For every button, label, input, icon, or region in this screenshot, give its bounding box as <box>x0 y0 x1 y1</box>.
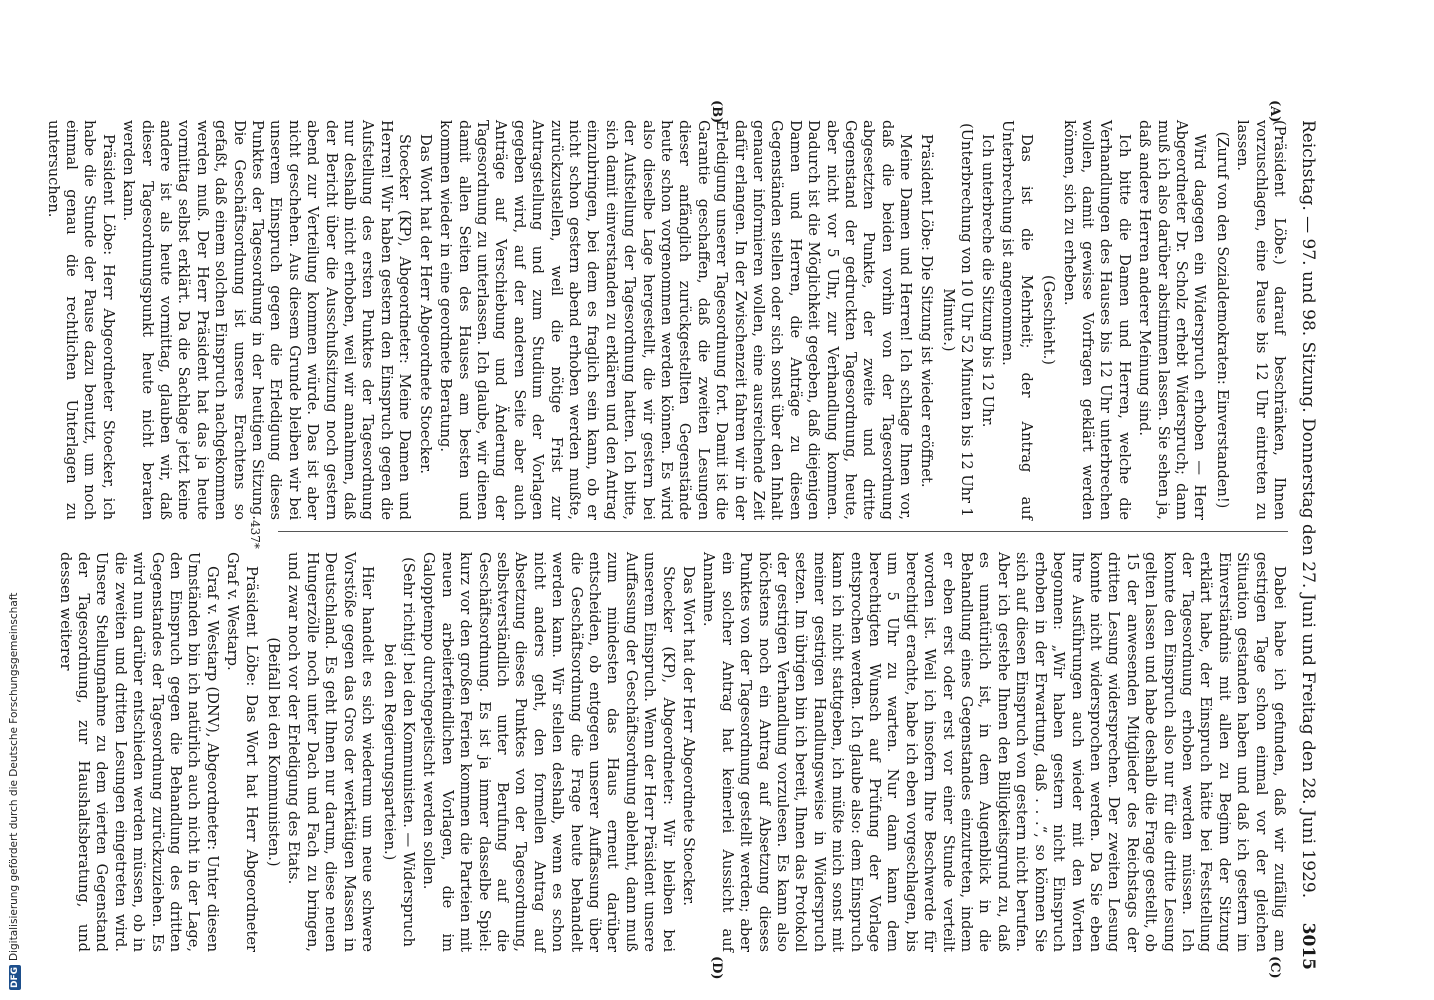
rotated-page <box>44 100 1322 980</box>
interjection: (Unterbrechung von 10 Uhr 52 Minuten bis 12 Uhr 1 Minute.) <box>940 123 976 517</box>
left-column <box>44 120 1288 520</box>
speaker-paragraph: Präsident Löbe: Das Wort hat Herr Abgeordneter Graf v. Westarp. <box>224 552 260 952</box>
interjection: (Geschieht.) <box>1040 275 1058 365</box>
paragraph: Ich bitte die Damen und Herren, welche die Verhandlungen des Hauses bis 12 Uhr unterbrechen wollen, damit gewisse Vorfragen geklärt werden können, sich zu erheben. <box>1060 120 1133 520</box>
header-title: Reichstag. — 97. und 98. Sitzung. Donnerstag den 27. Juni und Freitag den 28. Juni 1929. <box>1298 120 1318 899</box>
paragraph: Meine Damen und Herren! Ich schlage Ihnen vor, daß die beiden vorhin von der Tagesordnung abgesetzten Punkte, der zweite und dritte Gegenstand der gedruckten Tagesordnung, heute, aber nicht vor 5 Uhr, zur Verhandlung kommen. Dadurch ist die Möglichkeit gegeben, daß diejenigen Damen und Herren, die Anträge zu diesen Gegenständen stellen oder sich sonst über den Inhalt genauer informieren wollen, eine ausreichende Zeit dafür erlangen. In der Zwischenzeit fahren wir in der Erledigung unserer Tagesordnung fort. Damit ist die Garantie geschaffen, daß die zweiten Lesungen dieser anfänglich zurückgestellten Gegenstände heute schon vorgenommen werden können. Es wird also dieselbe Lage hergestellt, die wir gestern bei der Aufstellung der Tagesordnung hatten. Ich bitte, sich damit einverstanden zu erklären und den Antrag einzubringen, bei dem es fraglich sein kann, ob er nicht schon gestern abend erhoben werden mußte, zurückzustellen, weil die nötige Frist zur Antragstellung und zum Studium der Vorlagen gegeben wird, auf der anderen Seite aber auch Anträge auf Verschiebung und Änderung der Tagesordnung zu unterlassen. Ich glaube, wir dienen damit allen Seiten des Hauses am besten und kommen wieder in eine geordnete Beratung. <box>437 120 915 520</box>
margin-marker-a: (A) <box>1267 100 1282 123</box>
credit-text: Digitalisierung gefördert durch die Deutsche Forschungsgemeinschaft <box>8 592 20 961</box>
right-column <box>56 552 1288 952</box>
page-header <box>1294 120 1322 970</box>
paragraph: Ich unterbreche die Sitzung bis 12 Uhr. <box>978 134 996 428</box>
header-page-number: 3015 <box>1298 922 1318 970</box>
margin-marker-c: (C) <box>1267 956 1282 979</box>
column-divider <box>278 531 1288 532</box>
dfg-logo: DFG <box>10 966 20 988</box>
interjection: (Sehr richtig! bei den Kommunisten. — Widerspruch bei den Regierungsparteien.) <box>381 557 417 947</box>
margin-marker-b: (B) <box>709 100 724 124</box>
speaker-paragraph: Graf v. Westarp (DNV), Abgeordneter: Unter diesen Umständen bin ich natürlich auch nicht in der Lage, den Einspruch gegen die Behandlung des dritten Gegenstandes der Tagesordnung zurückzuziehen. Es wird nun darüber entschieden werden müssen, ob in die zweiten und dritten Lesungen eingetreten wird. Unsere Stellungnahme zu dem vierten Gegenstand der Tagesordnung, zur Haushaltsberatung, und dessen weiterer <box>56 552 221 952</box>
interjection: (Beifall bei den Kommunisten.) <box>265 637 283 867</box>
speaker-paragraph: Präsident Löbe: Die Sitzung ist wieder eröffnet. <box>917 134 935 488</box>
speaker-paragraph: Stoecker (KP), Abgeordneter: Meine Damen und Herren! Wir haben gestern den Einspruch gegen die Aufstellung des ersten Punktes der Tagesordnung nur deshalb nicht erhoben, weil wir annahmen, daß der Bericht über die Ausschußsitzung noch gestern abend zur Verteilung kommen würde. Das ist aber nicht geschehen. Aus diesem Grunde bleiben wir bei unserem Einspruch gegen die Erledigung dieses Punktes der Tagesordnung in der heutigen Sitzung. Die Geschäftsordnung ist unseres Erachtens so gefaßt, daß einem solchen Einspruch nachgekommen werden muß. Der Herr Präsident hat das ja heute vormittag selbst erklärt. Da die Sachlage jetzt keine andere ist als heute vormittag, glauben wir, daß dieser Tagesordnungspunkt heute nicht beraten werden kann. <box>120 120 414 520</box>
credit-line <box>8 593 21 990</box>
speaker-paragraph: Stoecker (KP), Abgeordneter: Wir bleiben bei unserem Einspruch. Wenn der Herr Präsident unsere Auffassung der Geschäftsordnung ablehnt, dann muß zum mindesten das Haus erneut darüber entscheiden, ob entgegen unserer Auffassung über die Geschäftsordnung die Frage heute behandelt werden kann. Wir stellen deshalb, wenn es schon nicht anders geht, den formellen Antrag auf Absetzung dieses Punktes von der Tagesordnung, selbstverständlich unter Berufung auf die Geschäftsordnung. Es ist ja immer dasselbe Spiel: kurz vor den großen Ferien kommen die Parteien mit neuen arbeiterfeindlichen Vorlagen, die im Galopptempo durchgepeitscht werden sollen. <box>420 552 677 952</box>
paragraph: Wird dagegen ein Widerspruch erhoben — Herr Abgeordneter Dr. Scholz erhebt Widerspruch; dann muß ich also darüber abstimmen lassen. Sie sehen ja, daß andere Herren anderer Meinung sind. <box>1136 120 1209 520</box>
margin-marker-d: (D) <box>709 956 724 980</box>
paragraph: Dabei habe ich gefunden, daß wir zufällig am gestrigen Tage schon einmal vor der gleichen Situation gestanden haben und daß ich gestern im Einverständnis mit allen zu Beginn der Sitzung erklärt habe, der Einspruch hätte bei Feststellung der Tagesordnung erhoben werden müssen. Ich konnte den Einspruch also nur für die dritte Lesung gelten lassen und habe deshalb die Frage gestellt, ob 15 der anwesenden Mitglieder des Reichstags der dritten Lesung widersprechen. Der zweiten Lesung konnte nicht widersprochen werden. Da Sie eben Ihre Ausführungen auch wieder mit den Worten begonnen: „Wir haben gestern nicht Einspruch erhoben in der Erwartung, daß . . .“, so können Sie sich auf diesen Einspruch von gestern nicht berufen. Aber ich gestehe Ihnen den Billigkeitsgrund zu, daß es unnatürlich ist, in dem Augenblick in die Behandlung eines Gegenstandes einzutreten, indem er eben erst oder erst vor einer Stunde verteilt worden ist. Weil ich insofern Ihre Beschwerde für berechtigt erachte, habe ich eben vorgeschlagen, bis um 5 Uhr zu warten. Nur dann kann dem berechtigten Wunsch auf Prüfung der Vorlage entsprochen werden. Ich glaube also: dem Einspruch kann ich nicht stattgeben, ich müßte mich sonst mit meiner gestrigen Handlungsweise in Widerspruch setzen. Im übrigen bin ich bereit, Ihnen das Protokoll der gestrigen Verhandlung vorzulesen. Es kann also höchstens noch ein Antrag auf Absetzung dieses Punktes von der Tagesordnung gestellt werden; aber ein solcher Antrag hat keinerlei Aussicht auf Annahme. <box>700 552 1288 952</box>
digitization-credit <box>0 0 20 1000</box>
paragraph: (Präsident Löbe.) darauf beschränken, Ihnen vorzuschlagen, eine Pause bis 12 Uhr eintreten zu lassen. <box>1234 120 1288 520</box>
paragraph: Das Wort hat der Herr Abgeordnete Stoecker. <box>680 566 697 907</box>
speaker-paragraph: Präsident Löbe: Herr Abgeordneter Stoecker, ich habe die Stunde der Pause dazu benutzt, um noch einmal genau die rechtlichen Unterlagen zu untersuchen. <box>44 120 117 520</box>
paragraph: Hier handelt es sich wiederum um neue schwere Vorstöße gegen das Gros der werktätigen Massen in Deutschland. Es geht Ihnen nur darum, diese neuen Hungerzölle noch unter Dach und Fach zu bringen, und zwar noch vor der Erledigung des Etats. <box>285 552 377 952</box>
paragraph: Das ist die Mehrheit; der Antrag auf Unterbrechung ist angenommen. <box>999 120 1035 520</box>
paragraph: Das Wort hat der Herr Abgeordnete Stoecker. <box>416 134 434 475</box>
signature-number: 437* <box>248 520 262 549</box>
interjection: (Zuruf von den Sozialdemokraten: Einverstanden!) <box>1213 131 1231 509</box>
